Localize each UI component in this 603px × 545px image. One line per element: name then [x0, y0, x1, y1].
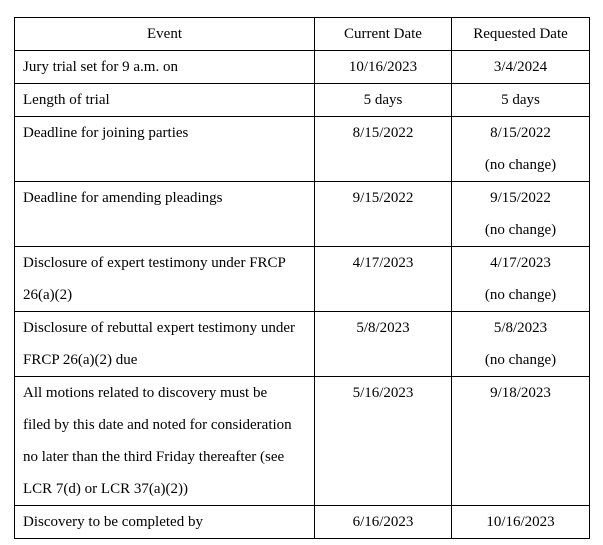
requested-date: 9/15/2022 [490, 190, 551, 206]
current-date-cell: 8/15/2022 [315, 117, 452, 182]
event-cell [15, 506, 315, 539]
requested-date-note: (no change) [484, 157, 557, 173]
requested-date: 8/15/2022 [490, 125, 551, 141]
schedule-table [14, 17, 590, 539]
event-text: Disclosure of expert testimony under FRCP [23, 255, 286, 271]
requested-date-cell [452, 117, 590, 182]
table-row [15, 377, 590, 506]
event-text: filed by this date and noted for consideration [23, 417, 292, 433]
table-row [15, 312, 590, 377]
table-row [15, 506, 590, 539]
event-cell [15, 247, 315, 312]
table-header-row [15, 18, 590, 51]
current-date-cell: 6/16/2023 [315, 506, 452, 539]
current-date-cell: 5/16/2023 [315, 377, 452, 506]
header-event: Event [15, 18, 315, 51]
current-date-cell: 10/16/2023 [315, 51, 452, 84]
requested-date-cell [452, 182, 590, 247]
event-cell [15, 117, 315, 182]
table-row [15, 51, 590, 84]
event-text: Deadline for joining parties [23, 125, 189, 141]
event-text: Deadline for amending pleadings [23, 190, 223, 206]
table-row [15, 247, 590, 312]
requested-date-cell [452, 84, 590, 117]
requested-date: 10/16/2023 [486, 514, 555, 530]
requested-date-note: (no change) [484, 287, 557, 303]
event-cell [15, 377, 315, 506]
current-date-cell: 5 days [315, 84, 452, 117]
event-cell [15, 312, 315, 377]
requested-date: 5 days [501, 92, 540, 108]
event-text: Length of trial [23, 92, 110, 108]
event-text: FRCP 26(a)(2) due [23, 352, 138, 368]
requested-date: 4/17/2023 [490, 255, 551, 271]
requested-date-note: (no change) [484, 352, 557, 368]
requested-date: 9/18/2023 [490, 385, 551, 401]
current-date-cell: 9/15/2022 [315, 182, 452, 247]
event-text: 26(a)(2) [23, 287, 73, 303]
event-text: Disclosure of rebuttal expert testimony under [23, 320, 296, 336]
event-text: no later than the third Friday thereafter (see [23, 449, 285, 465]
table-row [15, 117, 590, 182]
event-cell [15, 84, 315, 117]
requested-date-cell [452, 51, 590, 84]
event-text: Jury trial set for 9 a.m. on [23, 59, 178, 75]
header-requested-date: Requested Date [452, 18, 590, 51]
requested-date-note: (no change) [484, 222, 557, 238]
current-date-cell: 4/17/2023 [315, 247, 452, 312]
header-current-date: Current Date [315, 18, 452, 51]
event-text: All motions related to discovery must be [23, 385, 268, 401]
event-cell [15, 51, 315, 84]
table-row [15, 84, 590, 117]
event-text: Discovery to be completed by [23, 514, 203, 530]
current-date-cell: 5/8/2023 [315, 312, 452, 377]
event-text: LCR 7(d) or LCR 37(a)(2)) [23, 481, 188, 497]
requested-date-cell [452, 247, 590, 312]
requested-date: 3/4/2024 [493, 59, 548, 75]
requested-date-cell [452, 506, 590, 539]
requested-date: 5/8/2023 [493, 320, 548, 336]
requested-date-cell [452, 377, 590, 506]
event-cell [15, 182, 315, 247]
table-row [15, 182, 590, 247]
requested-date-cell [452, 312, 590, 377]
